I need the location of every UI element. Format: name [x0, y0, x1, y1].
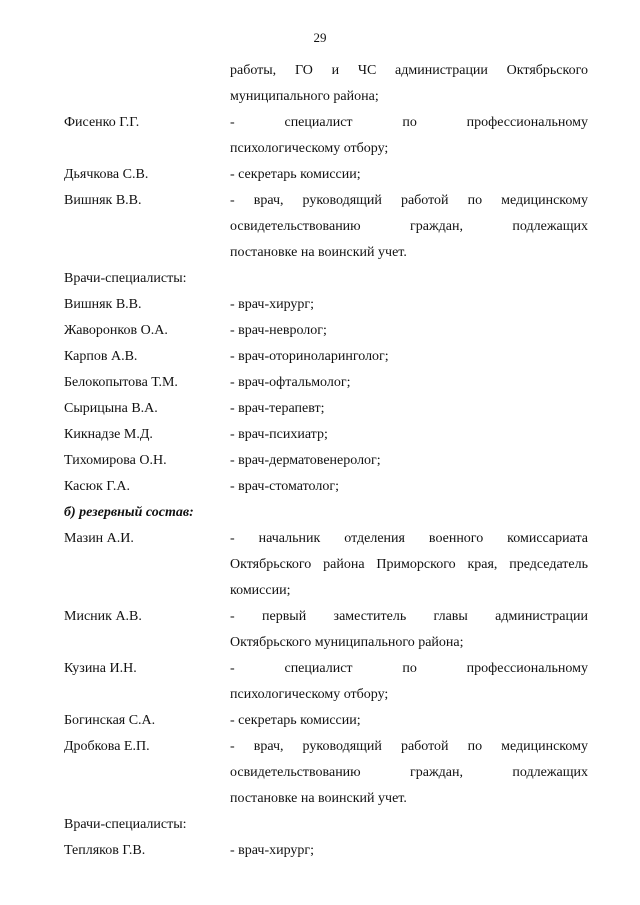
role-continuation: комиссии;	[230, 583, 291, 598]
member-name: Карпов А.В.	[64, 349, 138, 364]
member-name: Дьячкова С.В.	[64, 167, 149, 182]
member-name: Дробкова Е.П.	[64, 739, 150, 754]
member-role: - первый заместитель главы администрации	[230, 609, 588, 624]
member-name: Вишняк В.В.	[64, 193, 142, 208]
member-role: - врач-хирург;	[230, 297, 315, 312]
role-continuation: психологическому отбору;	[230, 141, 389, 156]
member-name: Кузина И.Н.	[64, 661, 137, 676]
member-role: - врач-психиатр;	[230, 427, 328, 442]
member-role: - специалист по профессиональному	[230, 661, 588, 676]
page-number: 29	[313, 30, 327, 45]
role-continuation: Октябрьского муниципального района;	[230, 635, 464, 650]
member-role: - начальник отделения военного комиссариата	[230, 531, 588, 546]
subgroup-heading: Врачи-специалисты:	[64, 817, 187, 832]
member-role: - врач-хирург;	[230, 843, 315, 858]
role-continuation: муниципального района;	[230, 89, 379, 104]
member-name: Мазин А.И.	[64, 531, 134, 546]
role-continuation: освидетельствованию граждан, подлежащих	[230, 765, 588, 780]
member-role: - секретарь комиссии;	[230, 167, 361, 182]
member-name: Тихомирова О.Н.	[64, 453, 167, 468]
role-continuation: работы, ГО и ЧС администрации Октябрьского	[230, 63, 588, 78]
member-name: Мисник А.В.	[64, 609, 142, 624]
role-continuation: постановке на воинский учет.	[230, 791, 407, 806]
member-name: Вишняк В.В.	[64, 297, 142, 312]
role-continuation: Октябрьского района Приморского края, председатель	[230, 557, 588, 572]
section-heading: б) резервный состав:	[64, 505, 194, 520]
member-role: - врач-офтальмолог;	[230, 375, 351, 390]
member-name: Касюк Г.А.	[64, 479, 130, 494]
member-role: - врач, руководящий работой по медицинскому	[230, 193, 588, 208]
member-name: Сырицына В.А.	[64, 401, 158, 416]
member-name: Жаворонков О.А.	[64, 323, 168, 338]
member-role: - врач-оториноларинголог;	[230, 349, 389, 364]
member-name: Кикнадзе М.Д.	[64, 427, 153, 442]
member-role: - врач-стоматолог;	[230, 479, 339, 494]
member-name: Тепляков Г.В.	[64, 843, 146, 858]
subgroup-heading: Врачи-специалисты:	[64, 271, 187, 286]
member-role: - врач-дерматовенеролог;	[230, 453, 381, 468]
member-name: Фисенко Г.Г.	[64, 115, 140, 130]
role-continuation: освидетельствованию граждан, подлежащих	[230, 219, 588, 234]
member-role: - врач-терапевт;	[230, 401, 325, 416]
member-name: Богинская С.А.	[64, 713, 156, 728]
member-name: Белокопытова Т.М.	[64, 375, 178, 390]
member-role: - специалист по профессиональному	[230, 115, 588, 130]
member-role: - врач, руководящий работой по медицинскому	[230, 739, 588, 754]
role-continuation: психологическому отбору;	[230, 687, 389, 702]
member-role: - секретарь комиссии;	[230, 713, 361, 728]
member-role: - врач-невролог;	[230, 323, 327, 338]
role-continuation: постановке на воинский учет.	[230, 245, 407, 260]
